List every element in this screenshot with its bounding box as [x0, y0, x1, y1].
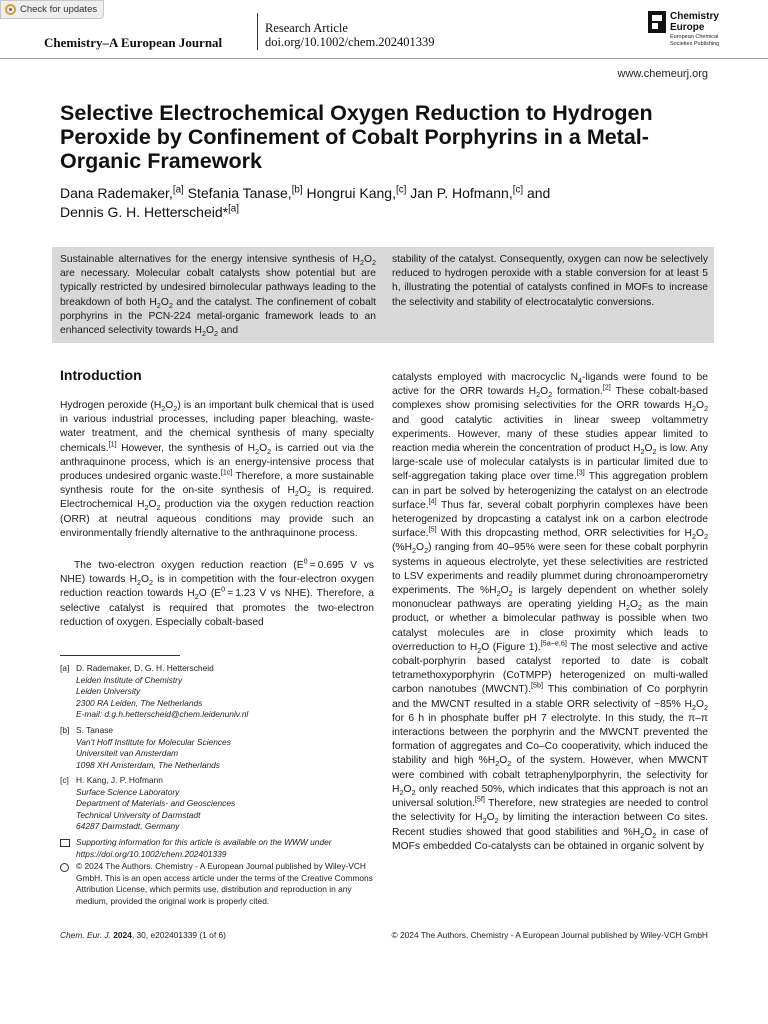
affiliation-tag: [b]	[60, 725, 70, 735]
author-name[interactable]: Dennis G. H. Hetterscheid*	[60, 204, 229, 220]
header-rule	[0, 58, 768, 59]
supporting-info-icon	[60, 839, 70, 847]
supporting-info-text[interactable]: Supporting information for this article is available on the WWW under https://doi.org/10.1002/chem.202401339	[76, 837, 332, 859]
affiliation-line: Leiden University	[76, 686, 141, 697]
article-title: Selective Electrochemical Oxygen Reduction to Hydrogen Peroxide by Confinement of Cobalt Porphyrins in a Metal-Organic Framework	[60, 101, 653, 173]
intro-paragraph-2: The two-electron oxygen reduction reaction ($E^0 = 0.695$ V vs NHE) towards $H_2O_2$ is in competition with the four-electron oxygen reduction reaction towards $H_2O$ ($E^0 = 1.23$ V vs NHE). Therefore, a selective catalyst is required that promotes the two-electron reduction of oxygen. Especially cobalt-based	[60, 556, 375, 628]
author-affiliation-mark: [a]	[228, 203, 239, 215]
journal-name: Chemistry–A European Journal	[44, 35, 223, 50]
publisher-name-line1: Chemistry	[670, 11, 719, 22]
check-updates-label: Check for updates	[20, 4, 98, 15]
affiliation-c	[60, 775, 380, 835]
affiliation-names: D. Rademaker, D. G. H. Hetterscheid	[76, 663, 214, 673]
author-affiliation-mark: [c]	[512, 184, 524, 196]
author-name[interactable]: Jan P. Hofmann,	[410, 185, 513, 201]
author-name[interactable]: Dana Rademaker,	[60, 185, 173, 201]
affiliation-a	[60, 663, 380, 723]
publisher-name-line2: Europe	[670, 22, 705, 33]
right-column-paragraph: catalysts employed with macrocyclic $N_4$-ligands were found to be active for the ORR towards $H_2O_2$ formation.[2] These cobalt-based complexes show promising selectivities for the ORR towards $H_2O_2$ and good catalytic activities in linear sweep voltammetry experiments. However, many of these studies appear limited to reaction media wherein the concentration of product $H_2O_2$ is low. Any large-scale use of molecular catalysts is in particular limited due to self-aggregation taking place over time.[3] This aggregation problem can in part be solved by heterogenizing the catalyst on an electrode surface.[4] Thus far, several cobalt porphyrin complexes have been heterogenized by dropcasting a catalyst ink on a carbon electrode surface.[5] With this dropcasting method, ORR selectivities for $H_2O_2$ $(\%H_2O_2)$ ranging from 40–95% were seen for these cobalt porphyrin systems in aqueous electrolyte, yet these selectivities are restricted to LSV experiments and readily plummet during chronoamperometry experiments. The $\%H_2O_2$ is largely dependent on whether solely mononuclear pathways are operating yielding $H_2O_2$ as the main product, or whether a bimolecular pathway is possible when two catalyst molecules are in close proximity which leads to overreduction to $H_2O$ (Figure 1).[5a–e,6] The most selective and active cobalt-porphyrin based catalyst reported to date is cobalt tetramethoxyporphyrin (CoTMPP) heterogenized on multi-walled carbon nanotubes (MWCNT).[5b] This combination of Co porphyrin and the MWCNT resulted in a stable ORR selectivity of ~85% $H_2O_2$ for 6 h in phosphate buffer pH 7 electrolyte. In this study, the π–π interactions between the porphyrin and the MWCNT prevented the formation of aggregates and Co–Co cooperativity, which induced the stability and high $\%H_2O_2$ of the system. However, when MWCNT were combined with cobalt tetraphenylporphyrin, the selectivity for $H_2O_2$ only reached 50%, which indicates that this approach is not an universal solution.[5f] Therefore, new strategies are needed to control the selectivity for $H_2O_2$ by limiting the interaction between Co sites. Recent studies showed that good stabilities and $\%H_2O_2$ in case of MOFs embedded Co-catalysts can be obtained in organic solvent by	[392, 372, 709, 852]
affiliation-names: H. Kang, J. P. Hofmann	[76, 775, 163, 785]
check-for-updates-button[interactable]	[0, 0, 104, 19]
publisher-logo	[648, 11, 758, 53]
journal-website-link[interactable]: www.chemeurj.org	[617, 68, 708, 80]
header-divider	[257, 13, 258, 50]
abstract-right-column: stability of the catalyst. Consequently, oxygen can now be selectively reduced to hydrogen peroxide with a stable conversion for at least 5 h, illustrating the potential of catalysts confined in MOFs to increase the selectivity and stability of electrocatalytic conversions.	[392, 254, 708, 308]
license-note	[60, 861, 380, 909]
citation-year: 2024	[113, 930, 132, 940]
affiliation-line: 2300 RA Leiden, The Netherlands	[76, 697, 203, 708]
author-affiliation-mark: [b]	[291, 184, 303, 196]
chemistry-europe-logo-icon	[648, 11, 666, 33]
affiliation-line: 64287 Darmstadt, Germany	[76, 821, 180, 832]
footer-copyright: © 2024 The Authors. Chemistry - A European Journal published by Wiley-VCH GmbH	[391, 930, 708, 940]
affiliation-line: Department of Materials- and Geosciences	[76, 798, 236, 809]
page-citation	[60, 930, 226, 940]
affiliation-names: S. Tanase	[76, 725, 114, 735]
doi-link[interactable]: doi.org/10.1002/chem.202401339	[265, 35, 435, 49]
abstract-left-column: Sustainable alternatives for the energy intensive synthesis of $H_2O_2$ are necessary. Molecular cobalt catalysts show potential but are typically restricted by undesired bimolecular pathways leading to the breakdown of both $H_2O_2$ and the catalyst. The confinement of cobalt porphyrins in the PCN-224 metal-organic framework leads to an enhanced selectivity towards $H_2O_2$ and	[60, 254, 376, 339]
affiliation-tag: [c]	[60, 775, 69, 785]
supporting-info-note	[60, 837, 380, 861]
author-name[interactable]: Hongrui Kang,	[306, 185, 396, 201]
affiliation-email[interactable]: E-mail: d.g.h.hetterscheid@chem.leidenuniv.nl	[76, 709, 249, 720]
affiliation-line: Van't Hoff Institute for Molecular Sciences	[76, 736, 231, 747]
crossmark-icon	[5, 4, 16, 15]
article-type: Research Article	[265, 21, 348, 35]
citation-details: , 30, e202401339 (1 of 6)	[131, 930, 226, 940]
citation-journal-abbrev: Chem. Eur. J.	[60, 930, 111, 940]
abstract-box	[52, 247, 714, 343]
affiliation-line: Leiden Institute of Chemistry	[76, 674, 183, 685]
license-text: © 2024 The Authors. Chemistry - A European Journal published by Wiley-VCH GmbH. This is an open access article under the terms of the Creative Commons Attribution License, which permits use, distribution and reproduction in any medium, provided the original work is properly cited.	[76, 861, 373, 906]
affiliation-b	[60, 725, 380, 773]
open-access-icon	[60, 863, 69, 872]
author-affiliation-mark: [c]	[396, 184, 407, 196]
introduction-heading: Introduction	[60, 367, 142, 383]
publisher-name-line3: European Chemical Societies Publishing	[670, 34, 720, 47]
affiliation-line: Universiteit van Amsterdam	[76, 748, 179, 759]
affiliation-line: Surface Science Laboratory	[76, 786, 180, 797]
author-affiliation-mark: [a]	[172, 184, 184, 196]
affiliation-tag: [a]	[60, 663, 70, 673]
affiliation-line: 1098 XH Amsterdam, The Netherlands	[76, 759, 220, 770]
footnote-rule	[60, 655, 180, 656]
author-conjunction: and	[526, 185, 551, 201]
intro-paragraph-1: Hydrogen peroxide $(H_2O_2)$ is an important bulk chemical that is used in various industrial processes, including paper bleaching, waste-water treatment, and the chemical synthesis of many specialty chemicals.[1] However, the synthesis of $H_2O_2$ is carried out via the anthraquinone process, which is an energy-intensive process that produces undesired organic waste.[1c] Therefore, a more sustainable synthesis route for the on-site synthesis of $H_2O_2$ is required. Electrochemical $H_2O_2$ production via the oxygen reduction reaction (ORR) at neutral aqueous conditions may provide such an environmentally friendly alternative to the anthraquinone process.	[60, 400, 374, 539]
author-name[interactable]: Stefania Tanase,	[187, 185, 292, 201]
affiliation-line: Technical University of Darmstadt	[76, 809, 201, 820]
author-list	[60, 184, 660, 222]
